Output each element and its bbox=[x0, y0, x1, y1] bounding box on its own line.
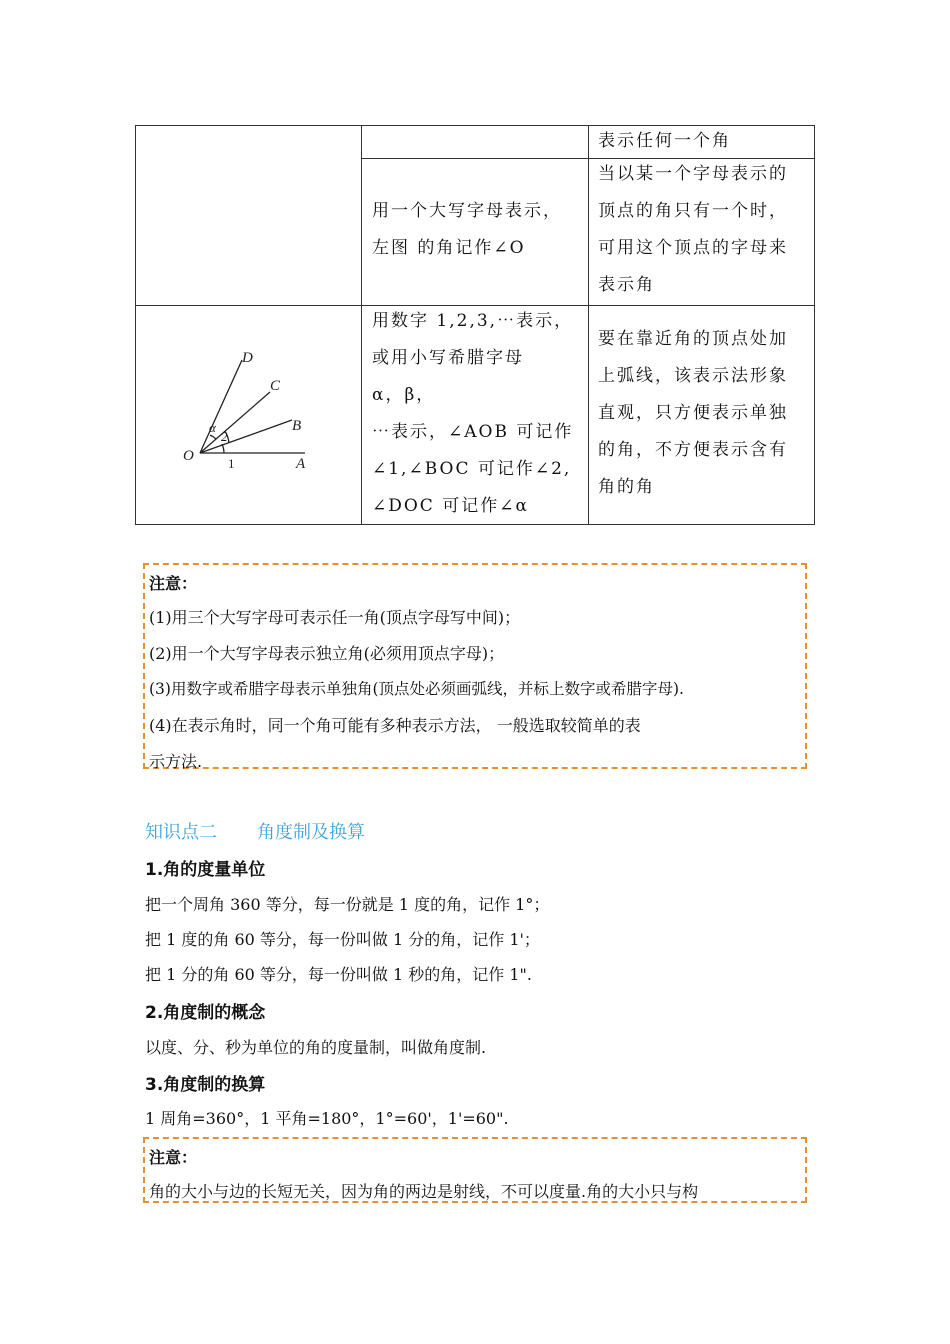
label-b: B bbox=[292, 418, 302, 434]
cell-line: α，β， bbox=[372, 385, 436, 405]
table-cell: 表示任何一个角 bbox=[598, 131, 731, 151]
table-cell bbox=[598, 321, 788, 506]
paragraph-line: 1 周角=360°，1 平角=180°，1°=60'，1'=60". bbox=[145, 1109, 509, 1128]
table-cell bbox=[372, 193, 562, 267]
cell-line: ∠DOC 可记作∠α bbox=[372, 496, 529, 516]
label-o: O bbox=[183, 448, 194, 464]
cell-line: 可用这个顶点的字母来 bbox=[598, 238, 788, 258]
note-line: (2)用一个大写字母表示独立角(必须用顶点字母)； bbox=[149, 644, 505, 663]
cell-line: 直观，只方便表示单独 bbox=[598, 403, 788, 423]
cell-line: ∠1,∠BOC 可记作∠2, bbox=[372, 459, 572, 479]
paragraph-line: 把一个周角 360 等分，每一份就是 1 度的角，记作 1°； bbox=[145, 895, 550, 914]
label-a: A bbox=[296, 456, 306, 470]
table-cell bbox=[372, 303, 573, 525]
label-1: 1 bbox=[228, 456, 235, 470]
cell-line: 的角，不方便表示含有 bbox=[598, 440, 788, 460]
label-alpha: α bbox=[209, 420, 216, 435]
cell-line: 用数字 1,2,3,⋯表示， bbox=[372, 311, 574, 331]
subheading: 1.角的度量单位 bbox=[145, 860, 266, 880]
note-line: 角的大小与边的长短无关，因为角的两边是射线，不可以度量.角的大小只与构 bbox=[149, 1182, 699, 1201]
note-box bbox=[143, 563, 807, 769]
note-line: 示方法. bbox=[149, 752, 203, 771]
paragraph-line: 以度、分、秒为单位的角的度量制，叫做角度制. bbox=[145, 1038, 487, 1057]
subheading: 3.角度制的换算 bbox=[145, 1075, 266, 1095]
cell-line: 要在靠近角的顶点处加 bbox=[598, 329, 788, 349]
paragraph-line: 把 1 分的角 60 等分，每一份叫做 1 秒的角，记作 1". bbox=[145, 965, 532, 984]
note-box bbox=[143, 1137, 807, 1203]
note-line: (3)用数字或希腊字母表示单独角(顶点处必须画弧线，并标上数字或希腊字母). bbox=[149, 680, 684, 698]
arc-alpha bbox=[210, 435, 216, 439]
subheading: 2.角度制的概念 bbox=[145, 1003, 266, 1023]
arc-1 bbox=[222, 444, 224, 453]
cell-line: 表示角 bbox=[598, 275, 655, 295]
table-border-right bbox=[814, 125, 815, 525]
cell-line: 用一个大写字母表示， bbox=[372, 201, 562, 221]
table-border-left bbox=[135, 125, 136, 525]
section-heading bbox=[145, 818, 365, 844]
section-label: 知识点二 bbox=[145, 822, 217, 843]
note-line: (1)用三个大写字母可表示任一角(顶点字母写中间)； bbox=[149, 608, 521, 627]
cell-line: 左图 的角记作∠O bbox=[372, 238, 526, 258]
section-title: 角度制及换算 bbox=[257, 822, 365, 843]
label-c: C bbox=[270, 378, 281, 394]
paragraph-line: 把 1 度的角 60 等分，每一份叫做 1 分的角，记作 1'； bbox=[145, 930, 540, 949]
cell-line: 角的角 bbox=[598, 477, 655, 497]
note-title: 注意： bbox=[149, 1148, 198, 1167]
cell-line: ⋯表示，∠AOB 可记作 bbox=[372, 422, 574, 442]
label-2: 2 bbox=[221, 429, 228, 444]
table-cell bbox=[598, 156, 788, 304]
label-d: D bbox=[242, 350, 253, 366]
table-col-divider bbox=[361, 125, 362, 525]
angle-notation-table bbox=[135, 125, 815, 525]
table-col-divider bbox=[588, 125, 589, 525]
cell-line: 或用小写希腊字母 bbox=[372, 348, 524, 368]
cell-line: 当以某一个字母表示的 bbox=[598, 164, 788, 184]
angle-figure bbox=[180, 340, 320, 470]
note-title: 注意： bbox=[149, 574, 198, 593]
cell-line: 顶点的角只有一个时， bbox=[598, 201, 788, 221]
cell-line: 上弧线，该表示法形象 bbox=[598, 366, 788, 386]
note-line: (4)在表示角时，同一个角可能有多种表示方法， 一般选取较简单的表 bbox=[149, 716, 641, 735]
